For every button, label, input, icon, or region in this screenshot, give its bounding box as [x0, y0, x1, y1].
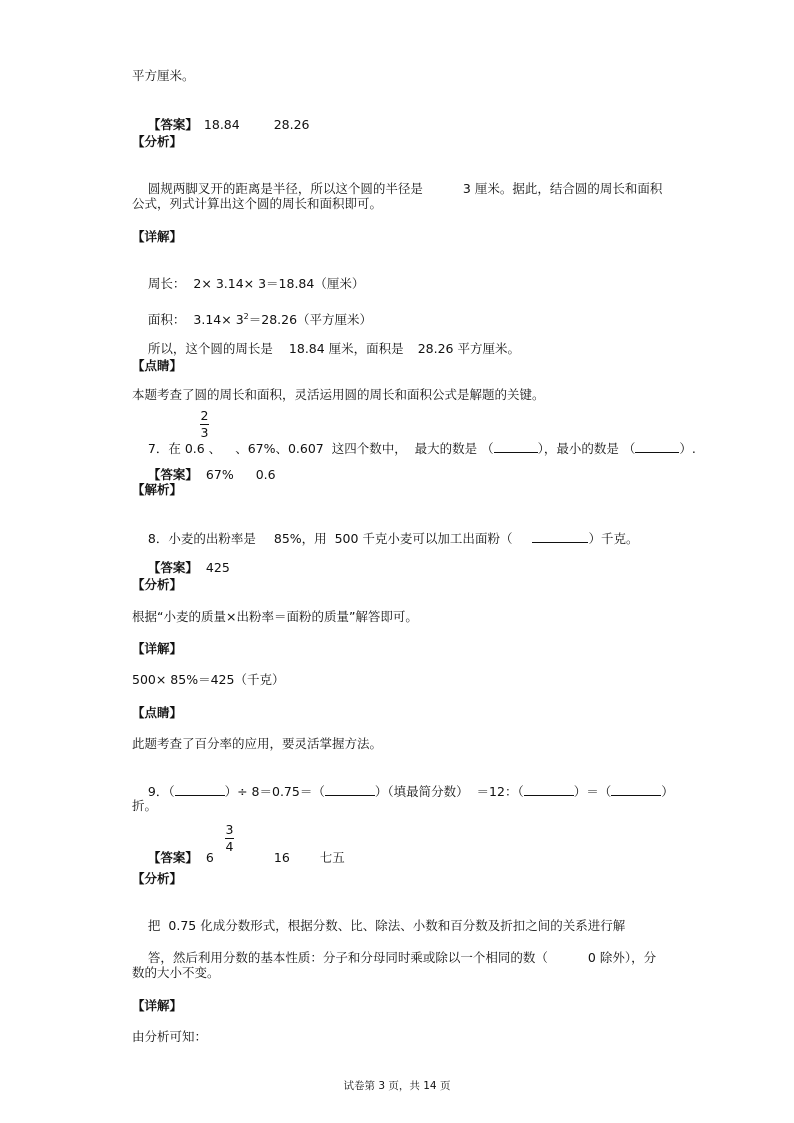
section-heading: 【分析】 — [132, 871, 183, 886]
text-span: 答，然后利用分数的基本性质：分子和分母同时乘或除以一个相同的数（ — [147, 950, 548, 965]
text-line: 折。 — [132, 798, 158, 813]
text-line: 平方厘米。 — [132, 68, 195, 83]
text-span: 7．在 0.6 、 — [147, 441, 222, 456]
section-heading: 【详解】 — [132, 641, 183, 656]
answer-value: 67% — [205, 467, 234, 482]
text-span: 圆规两脚叉开的距离是半径，所以这个圆的半径是 — [147, 181, 423, 196]
answer-blank[interactable] — [611, 783, 661, 796]
text-span: 3.14× 3 — [193, 312, 244, 327]
text-line — [132, 325, 520, 373]
page-footer: 试卷第 3 页，共 14 页 — [343, 1080, 451, 1092]
text-span: 28.26 平方厘米。 — [417, 341, 520, 356]
answer-value: 28.26 — [273, 117, 310, 132]
text-span: 3 厘米。据此，结合圆的周长和面积 — [462, 181, 663, 196]
text-span: ）÷ 8＝0.75＝（ — [224, 784, 325, 799]
text-span: ），最小的数是 （ — [537, 441, 636, 456]
text-line: 此题考查了百分率的应用，要灵活掌握方法。 — [132, 736, 383, 751]
text-span: 18.84 厘米，面积是 — [288, 341, 404, 356]
superscript: 2 — [243, 312, 249, 321]
answer-tag: 【答案】 — [147, 467, 198, 482]
answer-value: 16 — [273, 850, 290, 865]
fraction-denominator: 3 — [200, 425, 209, 440]
answer-blank[interactable] — [524, 783, 574, 796]
fraction-numerator: 2 — [200, 408, 209, 423]
answer-value: 0.6 — [255, 467, 276, 482]
answer-blank[interactable] — [635, 440, 679, 453]
text-span: 85%，用 500 千克小麦可以加工出面粉（ — [273, 531, 513, 546]
text-span: ） — [661, 784, 674, 799]
text-line: 由分析可知： — [132, 1029, 208, 1044]
answer-value: 18.84 — [203, 117, 240, 132]
answer-value: 七五 — [319, 850, 345, 865]
text-span: 8．小麦的出粉率是 — [147, 531, 256, 546]
section-heading: 【详解】 — [132, 998, 183, 1013]
text-span: 把 — [147, 918, 161, 933]
answer-value: 6 — [205, 850, 214, 865]
answer-blank[interactable] — [325, 783, 375, 796]
text-span: 面积： — [147, 312, 186, 327]
formula-line: 500× 85%＝425（千克） — [132, 672, 285, 687]
text-span: 周长： — [147, 276, 186, 291]
fraction-denominator: 4 — [225, 839, 234, 854]
answer-tag: 【答案】 — [147, 560, 198, 575]
text-span: 、67%、0.607 这四个数中， 最大的数是 （ — [235, 441, 494, 456]
fraction — [225, 823, 234, 854]
text-span: ）千克。 — [588, 531, 639, 546]
answer-blank[interactable] — [494, 440, 538, 453]
text-span: 0 除外），分 — [587, 950, 657, 965]
text-line: 数的大小不变。 — [132, 965, 220, 980]
text-span: 9．（ — [147, 784, 175, 799]
answer-blank[interactable] — [532, 530, 588, 543]
fraction — [200, 409, 209, 440]
text-span: 0.75 化成分数形式，根据分数、比、除法、小数和百分数及折扣之间的关系进行解 — [168, 918, 626, 933]
fraction-numerator: 3 — [225, 822, 234, 837]
text-line: 本题考查了圆的周长和面积，灵活运用圆的周长和面积公式是解题的关键。 — [132, 387, 545, 402]
section-heading: 【分析】 — [132, 577, 183, 592]
answer-tag: 【答案】 — [147, 117, 198, 132]
text-span: ）（填最简分数） ＝12：（ — [374, 784, 524, 799]
section-heading: 【点睛】 — [132, 358, 183, 373]
section-heading: 【点睛】 — [132, 705, 183, 720]
text-line: 公式，列式计算出这个圆的周长和面积即可。 — [132, 196, 383, 211]
text-span: ）. — [679, 441, 696, 456]
text-span: ＝28.26（平方厘米） — [248, 312, 373, 327]
section-heading: 【分析】 — [132, 134, 183, 149]
section-heading: 【解析】 — [132, 482, 183, 497]
text-span: 2× 3.14× 3＝18.84（厘米） — [193, 276, 365, 291]
text-line: 根据“小麦的质量×出粉率＝面粉的质量”解答即可。 — [132, 609, 418, 624]
answer-value: 425 — [205, 560, 230, 575]
section-heading: 【详解】 — [132, 229, 183, 244]
text-span: 所以，这个圆的周长是 — [147, 341, 273, 356]
answer-tag: 【答案】 — [147, 850, 198, 865]
answer-blank[interactable] — [175, 783, 225, 796]
text-span: ）＝（ — [573, 784, 612, 799]
question-9 — [132, 767, 674, 816]
